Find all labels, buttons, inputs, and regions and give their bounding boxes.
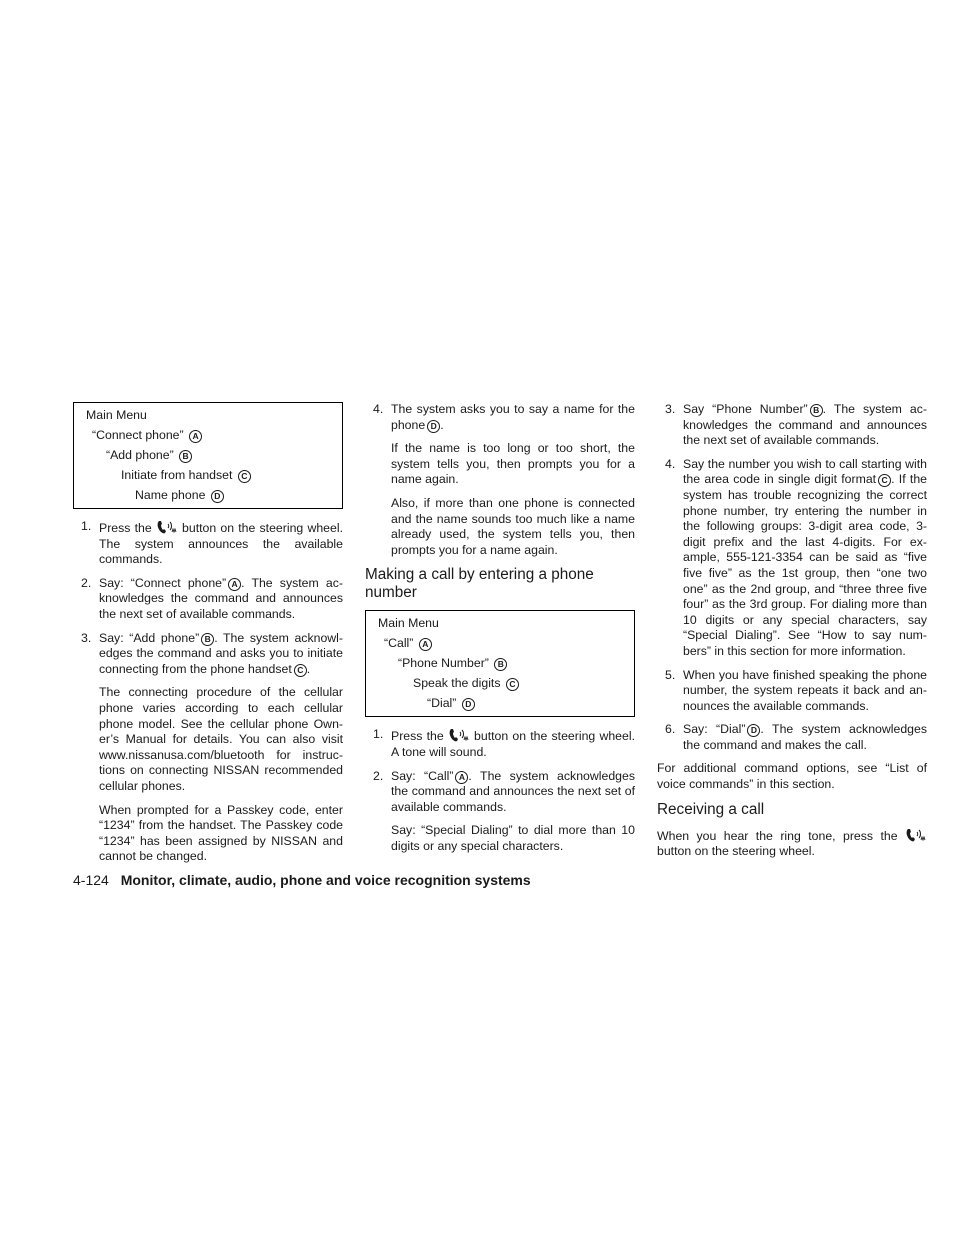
step-3: 3. Say: “Add phone” B . The system acknowl-edges the command and asks you to initiate connecting from the phone handset C . bbox=[81, 630, 343, 676]
menu-item: Speak the digits C bbox=[378, 673, 624, 693]
menu-item: “Connect phone” A bbox=[86, 425, 332, 445]
page-footer bbox=[73, 872, 531, 888]
column-2 bbox=[365, 402, 635, 863]
menu-item: “Call” A bbox=[378, 633, 624, 653]
marker-b-icon: B bbox=[179, 450, 192, 463]
marker-b-icon: B bbox=[201, 633, 214, 646]
column-3 bbox=[657, 402, 927, 868]
marker-a-icon: A bbox=[189, 430, 202, 443]
step-2: 2. Say: “Call” A . The system acknowledges the command and announces the next set of available commands. bbox=[373, 768, 635, 814]
marker-d-icon: D bbox=[427, 420, 440, 433]
phone-talk-icon bbox=[905, 827, 927, 843]
phone-talk-icon bbox=[448, 727, 470, 743]
marker-c-icon: C bbox=[878, 474, 891, 487]
marker-b-icon: B bbox=[494, 658, 507, 671]
page-number: 4-124 bbox=[73, 872, 109, 888]
section-heading: Receiving a call bbox=[657, 800, 765, 818]
marker-d-icon: D bbox=[211, 490, 224, 503]
marker-b-icon: B bbox=[810, 404, 823, 417]
marker-d-icon: D bbox=[462, 698, 475, 711]
column-1 bbox=[73, 402, 343, 873]
marker-c-icon: C bbox=[294, 664, 307, 677]
marker-c-icon: C bbox=[238, 470, 251, 483]
paragraph: When you hear the ring tone, press the button on the steering wheel. bbox=[657, 827, 927, 860]
menu-box-connect-phone bbox=[73, 402, 343, 509]
marker-d-icon: D bbox=[747, 724, 760, 737]
marker-c-icon: C bbox=[506, 678, 519, 691]
step-6: 6. Say: “Dial” D . The system acknowledges the command and makes the call. bbox=[665, 722, 927, 752]
menu-item: “Dial” D bbox=[378, 693, 624, 713]
menu-item: Name phone D bbox=[86, 485, 332, 505]
section-heading: Making a call by entering a phone number bbox=[365, 566, 594, 602]
step-3: 3. Say “Phone Number” B . The system ac-knowledges the command and announces the next set of available commands. bbox=[665, 402, 927, 448]
menu-item: “Phone Number” B bbox=[378, 653, 624, 673]
marker-a-icon: A bbox=[455, 771, 468, 784]
step-4: 4. Say the number you wish to call starting with the area code in single digit format C . If the system has trouble recognizing the correct phone number, try entering the number in the following groups: 3-digit area code, 3-digit prefix and the last 4-digits. For ex-ample, 555-121-3354 can be said as “five five five” as the 1st group, then “one two one” as the 2nd group, and “three three five four” as the 3rd group. For dialing more than 10 digits or any special characters, say “Special Dialing”. See “How to say num-bers” in this section for more information. bbox=[665, 456, 927, 658]
paragraph: Say: “Special Dialing” to dial more than 10 digits or any special characters. bbox=[391, 823, 635, 853]
menu-item: Main Menu bbox=[378, 616, 439, 631]
menu-item: “Add phone” B bbox=[86, 445, 332, 465]
section-title: Monitor, climate, audio, phone and voice recognition systems bbox=[120, 872, 531, 888]
paragraph: When prompted for a Passkey code, enter “1234” from the handset. The Passkey code “1234” has been assigned by NISSAN and cannot be changed. bbox=[99, 802, 343, 864]
step-5: 5. When you have finished speaking the phone number, the system repeats it back and an-nounces the available commands. bbox=[665, 667, 927, 713]
step-2: 2. Say: “Connect phone” A . The system ac-knowledges the command and announces the next set of available commands. bbox=[81, 575, 343, 621]
paragraph: For additional command options, see “List of voice commands” in this section. bbox=[657, 761, 927, 792]
step-4: 4. The system asks you to say a name for the phone D . bbox=[373, 402, 635, 432]
step-1: 1. Press the button on the steering wheel. The system announces the available commands. bbox=[81, 519, 343, 567]
menu-item: Main Menu bbox=[86, 408, 147, 422]
step-1: 1. Press the button on the steering wheel. A tone will sound. bbox=[373, 727, 635, 759]
paragraph: The connecting procedure of the cellular phone varies according to each cellular phone model. See the cellular phone Own-er’s Manual for details. You can also visit www.nissanusa.com/bluetooth for instruc-tions on connecting NISSAN recommended cellular phones. bbox=[99, 685, 343, 793]
menu-item: Initiate from handset C bbox=[86, 465, 332, 485]
phone-talk-icon bbox=[156, 519, 178, 535]
paragraph: Also, if more than one phone is connected and the name sounds too much like a name already used, the system tells you, then prompts you for a name again. bbox=[391, 495, 635, 557]
marker-a-icon: A bbox=[228, 578, 241, 591]
menu-box-call bbox=[365, 610, 635, 717]
marker-a-icon: A bbox=[419, 638, 432, 651]
paragraph: If the name is too long or too short, the system tells you, then prompts you for a name again. bbox=[391, 441, 635, 487]
